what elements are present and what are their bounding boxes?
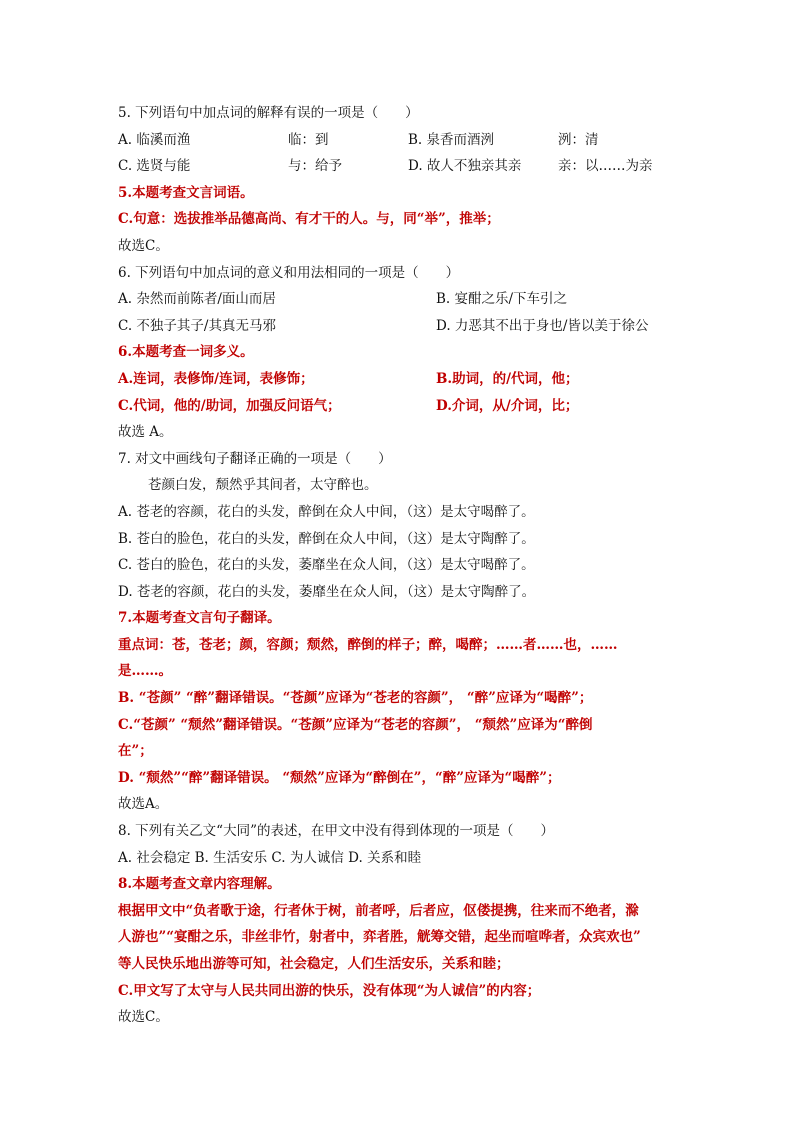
q7-answer-c-analysis-cont: 在”；	[118, 743, 153, 760]
q8-answer-evidence-1: 根据甲文中“负者歌于途，行者休于树，前者呼，后者应，伛偻提携，往来而不绝者，滁	[118, 902, 639, 919]
q7-answer-c-analysis: C.“苍颜” “颓然”翻译错误。“苍颜”应译为“苍老的容颜”， “颓然”应译为“醉倒	[118, 716, 593, 733]
question-content	[118, 100, 678, 1031]
q6-stem: 6. 下列语句中加点词的意义和用法相同的一项是（ ）	[118, 264, 460, 281]
q6-option-a: A. 杂然而前陈者/面山而居	[118, 291, 276, 308]
q6-option-b: B. 宴酣之乐/下车引之	[436, 291, 568, 308]
q6-answer-topic: 6.本题考查一词多义。	[118, 344, 254, 361]
q8-options: A. 社会稳定 B. 生活安乐 C. 为人诚信 D. 关系和睦	[118, 849, 422, 866]
q8-answer-topic: 8.本题考查文章内容理解。	[118, 876, 281, 893]
q8-answer-evidence-3: 等人民快乐地出游等可知，社会稳定，人们生活安乐，关系和睦；	[118, 956, 510, 972]
q5-option-b: B. 泉香而酒洌	[408, 131, 495, 148]
q5-option-d: D. 故人不独亲其亲	[408, 158, 522, 175]
q6-answer-b: B.助词，的/代词，他；	[436, 370, 579, 387]
q7-option-a: A. 苍老的容颜，花白的头发，醉倒在众人中间，（这）是太守喝醉了。	[118, 503, 535, 520]
q6-answer-row-1	[118, 366, 678, 393]
q5-options-row-1	[118, 127, 678, 154]
q6-options-row-1	[118, 286, 678, 313]
q6-option-d: D. 力恶其不出于身也/皆以美于徐公	[436, 317, 649, 334]
q6-answer-a: A.连词，表修饰/连词，表修饰；	[118, 370, 314, 387]
q5-option-d-gloss: 亲：以……为亲	[558, 158, 653, 175]
q7-answer-topic: 7.本题考查文言句子翻译。	[118, 610, 281, 627]
q7-answer-b-analysis: B. “苍颜” “醉”翻译错误。“苍颜”应译为“苍老的容颜”， “醉”应译为“喝醉”；	[118, 690, 593, 707]
q5-options-row-2	[118, 153, 678, 180]
q7-answer-choice: 故选A。	[118, 796, 169, 813]
q6-option-c: C. 不独子其子/其真无马邪	[118, 317, 276, 334]
q6-options-row-2	[118, 313, 678, 340]
q8-answer-choice: 故选C。	[118, 1009, 169, 1026]
q6-answer-c: C.代词，他的/助词，加强反问语气；	[118, 397, 341, 414]
q7-answer-d-analysis: D. “颓然”“醉”翻译错误。 “颓然”应译为“醉倒在”，“醉”应译为“喝醉”；	[118, 769, 561, 786]
q7-answer-keywords-cont: 是……。	[118, 663, 172, 680]
q8-answer-c-analysis: C.甲文写了太守与人民共同出游的快乐，没有体现“为人诚信”的内容；	[118, 982, 541, 999]
q5-option-a-gloss: 临：到	[288, 131, 329, 148]
q7-answer-keywords: 重点词：苍，苍老；颜，容颜；颓然，醉倒的样子；醉，喝醉；……者……也，……	[118, 636, 618, 653]
q5-answer-explanation: C.句意：选拔推举品德高尚、有才干的人。与，同“举”，推举；	[118, 211, 500, 228]
q5-option-b-gloss: 洌：清	[558, 131, 599, 148]
q5-answer-topic: 5.本题考查文言词语。	[118, 184, 254, 201]
q8-answer-evidence-2: 人游也”“宴酣之乐，非丝非竹，射者中，弈者胜，觥筹交错，起坐而喧哗者，众宾欢也”	[118, 929, 641, 946]
q7-stem: 7. 对文中画线句子翻译正确的一项是（ ）	[118, 450, 392, 467]
q5-answer-choice: 故选C。	[118, 237, 169, 254]
q7-option-c: C. 苍白的脸色，花白的头发，萎靡坐在众人间，（这）是太守喝醉了。	[118, 557, 535, 574]
q8-stem: 8. 下列有关乙文“大同”的表述，在甲文中没有得到体现的一项是（ ）	[118, 823, 554, 840]
q5-option-c-gloss: 与：给予	[288, 158, 342, 175]
q6-answer-row-2	[118, 393, 678, 420]
q7-option-d: D. 苍老的容颜，花白的头发，萎靡坐在众人间，（这）是太守陶醉了。	[118, 583, 536, 600]
q6-answer-choice: 故选 A。	[118, 424, 173, 441]
q5-option-a: A. 临溪而渔	[118, 131, 191, 148]
q5-stem: 5. 下列语句中加点词的解释有误的一项是（ ）	[118, 105, 419, 121]
q7-quote: 苍颜白发，颓然乎其间者，太守醉也。	[148, 477, 378, 494]
q7-option-b: B. 苍白的脸色，花白的头发，醉倒在众人中间，（这）是太守陶醉了。	[118, 530, 535, 547]
q5-option-c: C. 选贤与能	[118, 158, 191, 175]
q6-answer-d: D.介词，从/介词，比；	[436, 397, 579, 414]
